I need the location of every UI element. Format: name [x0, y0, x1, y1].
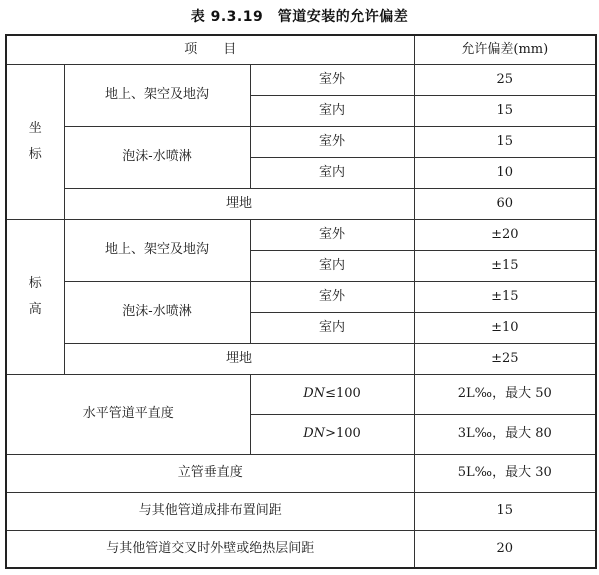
elev-above-ground-label: 地上、架空及地沟 — [64, 219, 250, 281]
group-coordinate-label: 坐标 — [28, 120, 42, 162]
horizontal-small-condition — [250, 374, 414, 414]
elev-buried-label: 埋地 — [64, 343, 414, 374]
horizontal-large-condition — [250, 414, 414, 454]
group-coordinate — [6, 64, 64, 219]
crossing-value: 20 — [414, 530, 596, 568]
vertical-label: 立管垂直度 — [6, 454, 414, 492]
parallel-value: 15 — [414, 492, 596, 530]
parallel-label: 与其他管道成排布置间距 — [6, 492, 414, 530]
coord-above-outdoor-value: 25 — [414, 64, 596, 95]
table-row — [6, 343, 596, 374]
coord-foam-indoor-value: 10 — [414, 157, 596, 188]
coord-buried-label: 埋地 — [64, 188, 414, 219]
condition-text: >100 — [325, 426, 361, 442]
group-elevation-label: 标高 — [28, 275, 42, 317]
table-row — [6, 126, 596, 157]
coord-buried-value: 60 — [414, 188, 596, 219]
elev-above-outdoor-label: 室外 — [250, 219, 414, 250]
tolerance-table — [5, 34, 597, 569]
coord-foam-label: 泡沫-水喷淋 — [64, 126, 250, 188]
elev-above-outdoor-value: ±20 — [414, 219, 596, 250]
elev-foam-outdoor-value: ±15 — [414, 281, 596, 312]
header-tolerance: 允许偏差(mm) — [414, 35, 596, 64]
coord-above-outdoor-label: 室外 — [250, 64, 414, 95]
table-row — [6, 64, 596, 95]
coord-above-indoor-value: 15 — [414, 95, 596, 126]
horizontal-small-value: 2L‰，最大 50 — [414, 374, 596, 414]
coord-above-indoor-label: 室内 — [250, 95, 414, 126]
dn-symbol: DN — [303, 426, 326, 442]
condition-text: ≤100 — [325, 386, 361, 402]
table-row — [6, 281, 596, 312]
coord-above-ground-label: 地上、架空及地沟 — [64, 64, 250, 126]
table-row — [6, 492, 596, 530]
dn-symbol: DN — [303, 386, 326, 402]
crossing-label: 与其他管道交叉时外壁或绝热层间距 — [6, 530, 414, 568]
coord-foam-indoor-label: 室内 — [250, 157, 414, 188]
elev-buried-value: ±25 — [414, 343, 596, 374]
elev-foam-indoor-label: 室内 — [250, 312, 414, 343]
horizontal-label: 水平管道平直度 — [6, 374, 250, 454]
elev-above-indoor-value: ±15 — [414, 250, 596, 281]
table-row — [6, 454, 596, 492]
elev-foam-label: 泡沫-水喷淋 — [64, 281, 250, 343]
horizontal-large-value: 3L‰，最大 80 — [414, 414, 596, 454]
elev-foam-outdoor-label: 室外 — [250, 281, 414, 312]
table-row — [6, 219, 596, 250]
elev-foam-indoor-value: ±10 — [414, 312, 596, 343]
table-row — [6, 374, 596, 414]
coord-foam-outdoor-value: 15 — [414, 126, 596, 157]
group-elevation — [6, 219, 64, 374]
elev-above-indoor-label: 室内 — [250, 250, 414, 281]
vertical-value: 5L‰，最大 30 — [414, 454, 596, 492]
table-row — [6, 188, 596, 219]
table-row — [6, 530, 596, 568]
table-header-row — [6, 35, 596, 64]
header-item: 项 目 — [6, 35, 414, 64]
table-title: 表 9.3.19 管道安装的允许偏差 — [190, 9, 409, 25]
coord-foam-outdoor-label: 室外 — [250, 126, 414, 157]
